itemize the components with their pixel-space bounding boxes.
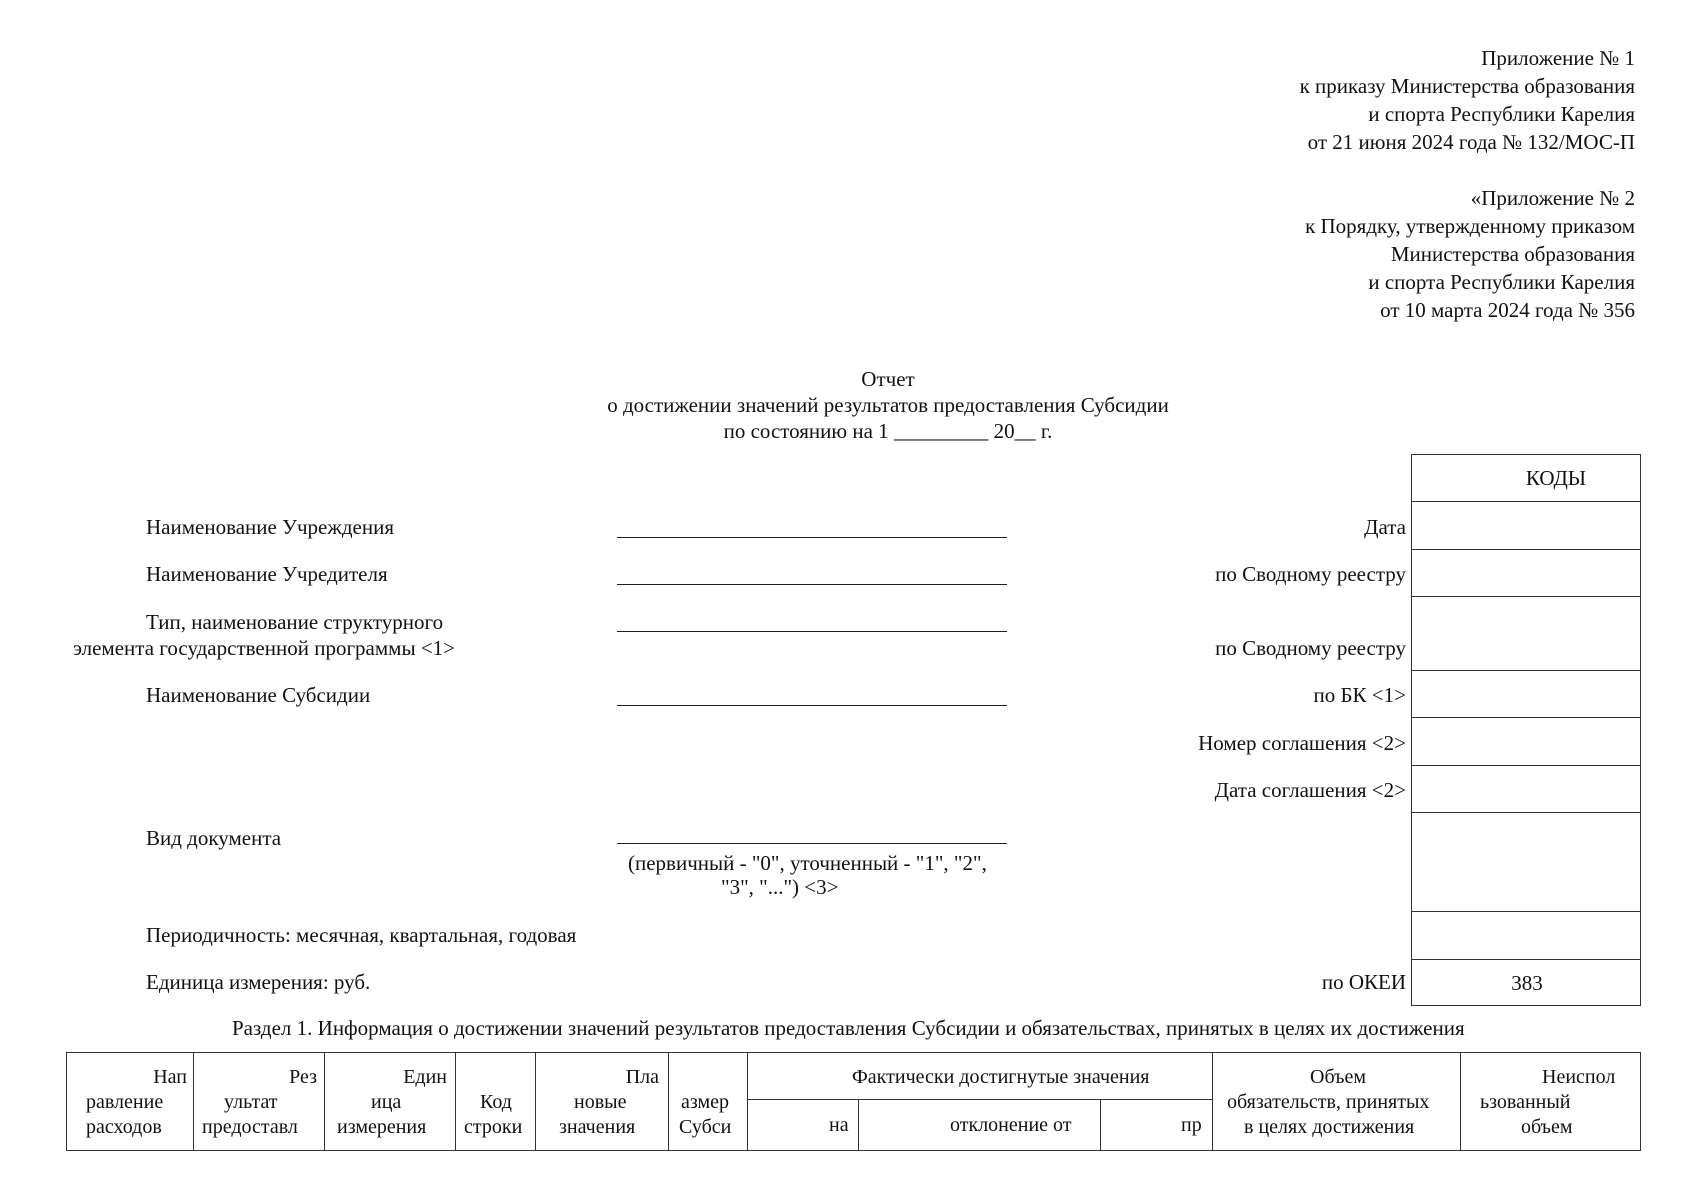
label-program-line1: Тип, наименование структурного (146, 610, 444, 634)
th-planned-line3: значения (559, 1116, 636, 1138)
th-result-line2: ультат (224, 1091, 278, 1113)
appendix-2-line4: и спорта Республики Карелия (1368, 270, 1635, 294)
label-institution: Наименование Учреждения (146, 515, 394, 539)
th-planned-line2: новые (574, 1091, 627, 1113)
doc-type-hint-line2: "3", "...") <3> (721, 875, 839, 899)
th-unused-line2: ьзованный (1480, 1091, 1571, 1113)
founder-field-line[interactable] (617, 584, 1007, 585)
th-unused-line1: Неиспол (1542, 1066, 1616, 1088)
appendix-1-header (1300, 44, 1635, 156)
label-founder: Наименование Учредителя (146, 562, 388, 586)
report-title-line2: о достижении значений результатов предоставления Субсидии (607, 393, 1169, 417)
appendix-2-line3: Министерства образования (1390, 242, 1635, 266)
label-registry-2: по Сводному реестру (1215, 636, 1406, 660)
program-field-line[interactable] (617, 631, 1007, 632)
th-unit-line2: ица (371, 1091, 402, 1113)
subsidy-field-line[interactable] (617, 705, 1007, 706)
appendix-2-line5: от 10 марта 2024 года № 356 (1380, 298, 1635, 322)
fact-group-divider (748, 1099, 1213, 1100)
label-periodicity: Периодичность: месячная, квартальная, годовая (146, 923, 577, 947)
appendix-2-line1: «Приложение № 2 (1470, 186, 1635, 210)
th-obligations-line2: обязательств, принятых (1227, 1091, 1430, 1113)
th-code-line1: Код (480, 1091, 512, 1113)
codes-box (1411, 454, 1641, 1006)
doc-type-field-line[interactable] (617, 843, 1007, 844)
th-obligations-line1: Объем (1310, 1066, 1366, 1088)
code-date-cell[interactable] (1412, 502, 1640, 550)
th-unit-line1: Един (403, 1066, 447, 1088)
th-direction-line3: расходов (86, 1116, 162, 1138)
code-agreement-number-cell[interactable] (1412, 718, 1640, 766)
appendix-2-line2: к Порядку, утвержденному приказом (1305, 214, 1635, 238)
th-direction-line2: равление (86, 1091, 164, 1113)
th-result-line3: предоставл (202, 1116, 298, 1138)
code-doc-type-cell[interactable] (1412, 813, 1640, 912)
codes-heading: КОДЫ (1525, 466, 1587, 490)
th-unit-line3: измерения (337, 1116, 427, 1138)
th-fact-sub-a: на (829, 1114, 849, 1136)
label-date: Дата (1364, 515, 1406, 539)
th-unused-line3: объем (1521, 1116, 1573, 1138)
code-registry-cell-2[interactable] (1412, 597, 1640, 671)
fact-subcol-divider-1 (858, 1099, 859, 1150)
doc-type-hint-line1: (первичный - "0", уточненный - "1", "2", (628, 851, 987, 875)
label-registry-1: по Сводному реестру (1215, 562, 1406, 586)
code-registry-cell-1[interactable] (1412, 550, 1640, 597)
appendix-1-line4: от 21 июня 2024 года № 132/МОС-П (1307, 130, 1635, 154)
section-1-table-header (66, 1052, 1641, 1151)
label-agreement-number: Номер соглашения <2> (1198, 731, 1406, 755)
section-1-title: Раздел 1. Информация о достижении значений результатов предоставления Субсидии и обязательствах, принятых в целях их достижения (232, 1016, 1465, 1040)
label-program-line2: элемента государственной программы <1> (73, 636, 455, 660)
code-periodicity-cell[interactable] (1412, 912, 1640, 960)
label-bk: по БК <1> (1313, 683, 1406, 707)
label-okei: по ОКЕИ (1321, 970, 1406, 994)
th-fact-sub-b: отклонение от (950, 1114, 1072, 1136)
th-result-line1: Рез (289, 1066, 317, 1088)
th-direction-line1: Нап (153, 1066, 187, 1088)
codes-heading-cell (1412, 455, 1640, 502)
th-obligations-line3: в целях достижения (1244, 1116, 1415, 1138)
th-code-line2: строки (464, 1116, 523, 1138)
th-fact-group: Фактически достигнутые значения (852, 1066, 1150, 1088)
th-amount-line1: азмер (681, 1091, 730, 1113)
report-title (0, 366, 1697, 444)
institution-field-line[interactable] (617, 537, 1007, 538)
th-planned-line1: Пла (625, 1066, 659, 1088)
label-agreement-date: Дата соглашения <2> (1214, 778, 1406, 802)
label-doc-type: Вид документа (146, 826, 282, 850)
appendix-1-line1: Приложение № 1 (1481, 46, 1635, 70)
report-title-line1: Отчет (861, 367, 915, 391)
th-amount-line2: Субси (679, 1116, 732, 1138)
appendix-1-line2: к приказу Министерства образования (1299, 74, 1635, 98)
th-fact-sub-c: пр (1181, 1114, 1202, 1136)
fact-subcol-divider-2 (1100, 1099, 1101, 1150)
code-okei-cell (1412, 960, 1640, 1007)
okei-value: 383 (1511, 971, 1543, 995)
appendix-2-header (1305, 184, 1635, 324)
report-title-line3: по состоянию на 1 _________ 20__ г. (723, 419, 1053, 443)
label-subsidy: Наименование Субсидии (146, 683, 371, 707)
appendix-1-line3: и спорта Республики Карелия (1368, 102, 1635, 126)
code-agreement-date-cell[interactable] (1412, 766, 1640, 813)
code-bk-cell[interactable] (1412, 671, 1640, 718)
label-unit: Единица измерения: руб. (146, 970, 371, 994)
